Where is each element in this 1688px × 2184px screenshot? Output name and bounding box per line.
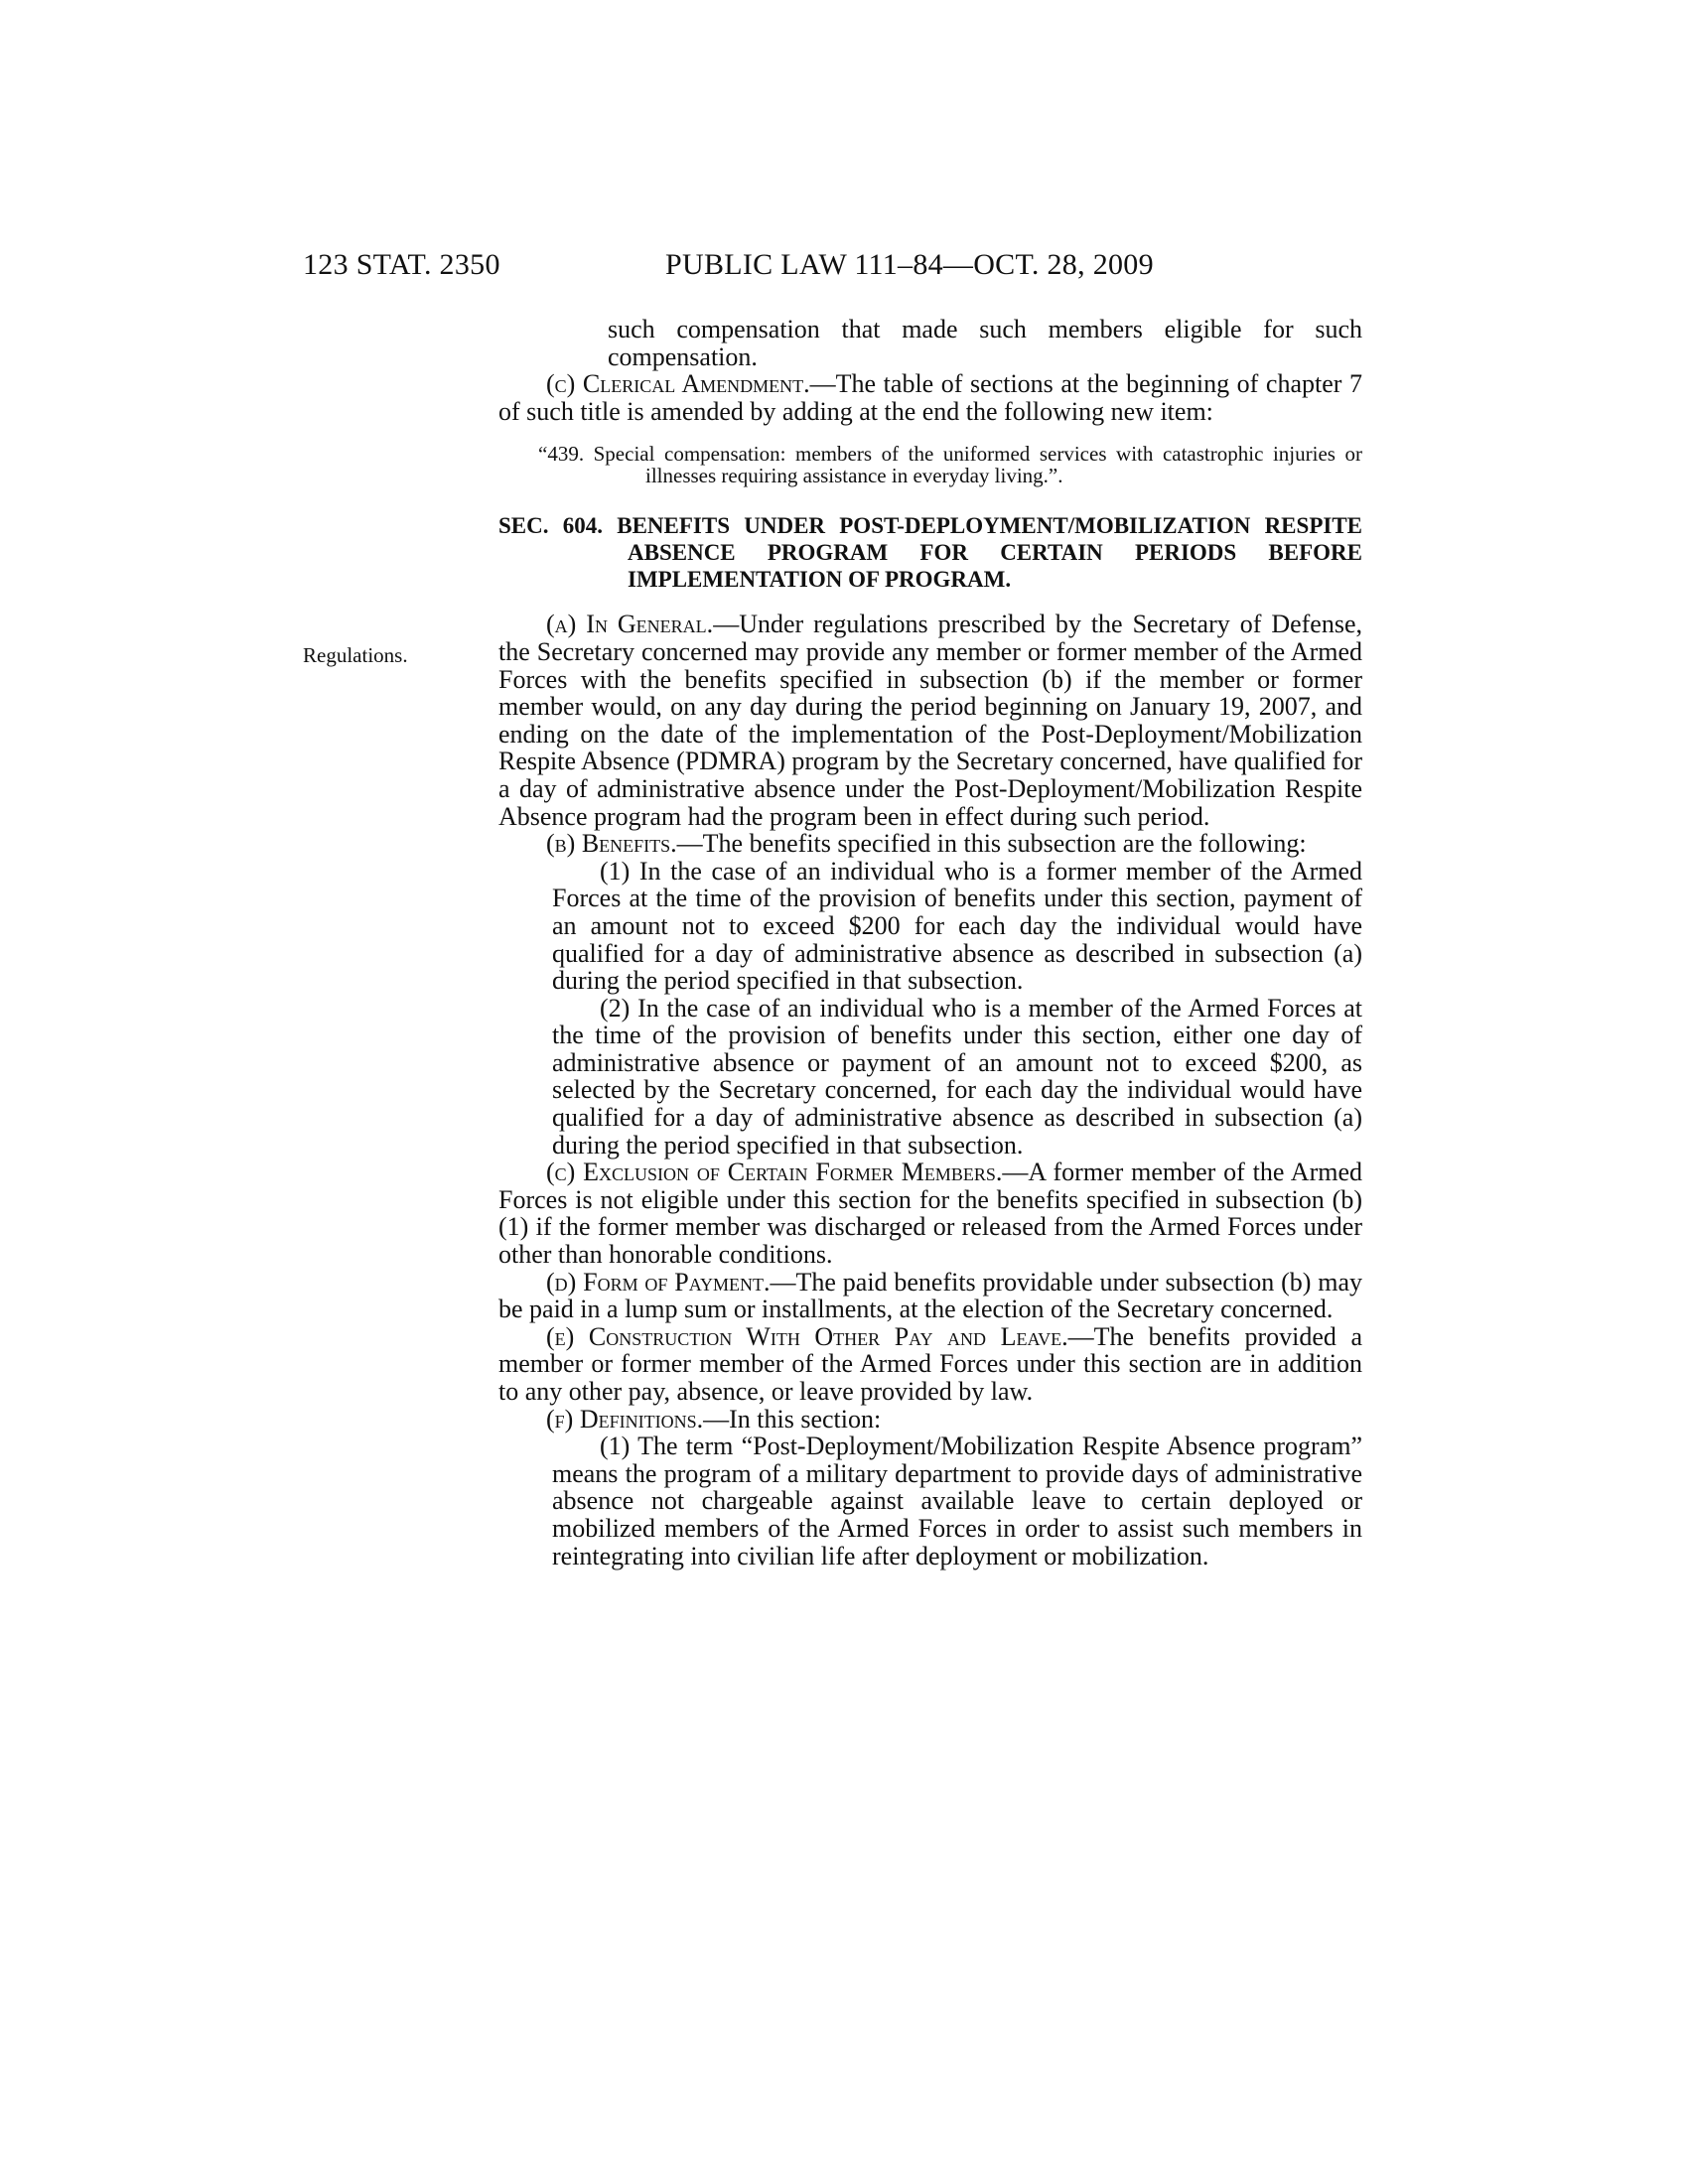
subsection-a-text: —Under regulations prescribed by the Secretary of Defense, the Secretary concerned may provide any member or former member of the Armed Forces with the benefits specified in subsection (b) if the member or former member would, on any day during the period beginning on January 19, 2007, and ending on the date of the implementation of the Post-Deployment/Mobilization Respite Absence (PDMRA) program by the Secretary concerned, have qualified for a day of administrative absence under the Post-Deployment/Mobilization Respite Absence program had the program been in effect during such period. xyxy=(498,610,1362,831)
subsection-c-exclusion xyxy=(498,1159,1362,1268)
paragraph-f1: (1) The term “Post-Deployment/Mobilization Respite Absence program” means the program of a military department to provide days of administrative absence not chargeable against available leave to certain deployed or mobilized members of the Armed Forces in order to assist such members in reintegrating into civilian life after deployment or mobilization. xyxy=(552,1432,1362,1570)
subsection-f-heading: (f) Definitions. xyxy=(546,1404,704,1433)
subsection-e-text: —The benefits provided a member or former member of the Armed Forces under this section are in addition to any other pay, absence, or leave provided by law. xyxy=(498,1321,1363,1406)
continued-paragraph: such compensation that made such members eligible for such compensation. xyxy=(608,315,1362,371)
public-law-title: PUBLIC LAW 111–84—OCT. 28, 2009 xyxy=(665,248,1154,281)
subsection-f xyxy=(498,1406,1362,1433)
subsection-c-clerical xyxy=(498,370,1362,425)
subsection-e-heading: (e) Construction With Other Pay and Leave. xyxy=(546,1321,1068,1351)
subsection-a-heading: (a) In General. xyxy=(546,610,714,639)
subsection-d-heading: (d) Form of Payment. xyxy=(546,1267,771,1297)
subsection-a xyxy=(498,611,1362,830)
page-header xyxy=(0,245,1688,285)
margin-note-regulations: Regulations. xyxy=(303,643,408,667)
subsection-f-text: —In this section: xyxy=(703,1404,882,1433)
paragraph-b2: (2) In the case of an individual who is a member of the Armed Forces at the time of the provision of benefits under this section, either one day of administrative absence or payment of an amount not to exceed $200, as selected by the Secretary concerned, for each day the individual would have qualified for a day of administrative absence as described in subsection (a) during the period specified in that subsection. xyxy=(552,993,1362,1160)
subsection-c-heading: (c) Clerical Amendment. xyxy=(546,369,810,399)
subsection-c2-heading: (c) Exclusion of Certain Former Members. xyxy=(546,1158,1003,1187)
subsection-b-heading: (b) Benefits. xyxy=(546,829,677,859)
stat-citation: 123 STAT. 2350 xyxy=(303,248,500,281)
subsection-e xyxy=(498,1323,1362,1406)
subsection-d-text: —The paid benefits providable under subsection (b) may be paid in a lump sum or installments, at the election of the Secretary concerned. xyxy=(498,1267,1362,1324)
subsection-c2-text: —A former member of the Armed Forces is not eligible under this section for the benefits specified in subsection (b)(1) if the former member was discharged or released from the Armed Forces under other than honorable conditions. xyxy=(498,1158,1362,1270)
section-heading: SEC. 604. BENEFITS UNDER POST-DEPLOYMENT/MOBILIZATION RESPITE ABSENCE PROGRAM FOR CERTAIN PERIODS BEFORE IMPLEMENTATION OF PROGRAM. xyxy=(498,513,1362,593)
table-of-sections-item: “439. Special compensation: members of the uniformed services with catastrophic injuries or illnesses requiring assistance in everyday living.”. xyxy=(538,442,1362,488)
subsection-b-text: —The benefits specified in this subsection are the following: xyxy=(676,829,1307,859)
document-body xyxy=(498,316,1362,1570)
subsection-d xyxy=(498,1269,1362,1323)
subsection-c-text: —The table of sections at the beginning of chapter 7 of such title is amended by adding at the end the following new item: xyxy=(498,369,1362,426)
paragraph-b1: (1) In the case of an individual who is a former member of the Armed Forces at the time of the provision of benefits under this section, payment of an amount not to exceed $200 for each day the individual would have qualified for a day of administrative absence as described in subsection (a) during the period specified in that subsection. xyxy=(552,856,1362,996)
subsection-b xyxy=(498,830,1362,858)
